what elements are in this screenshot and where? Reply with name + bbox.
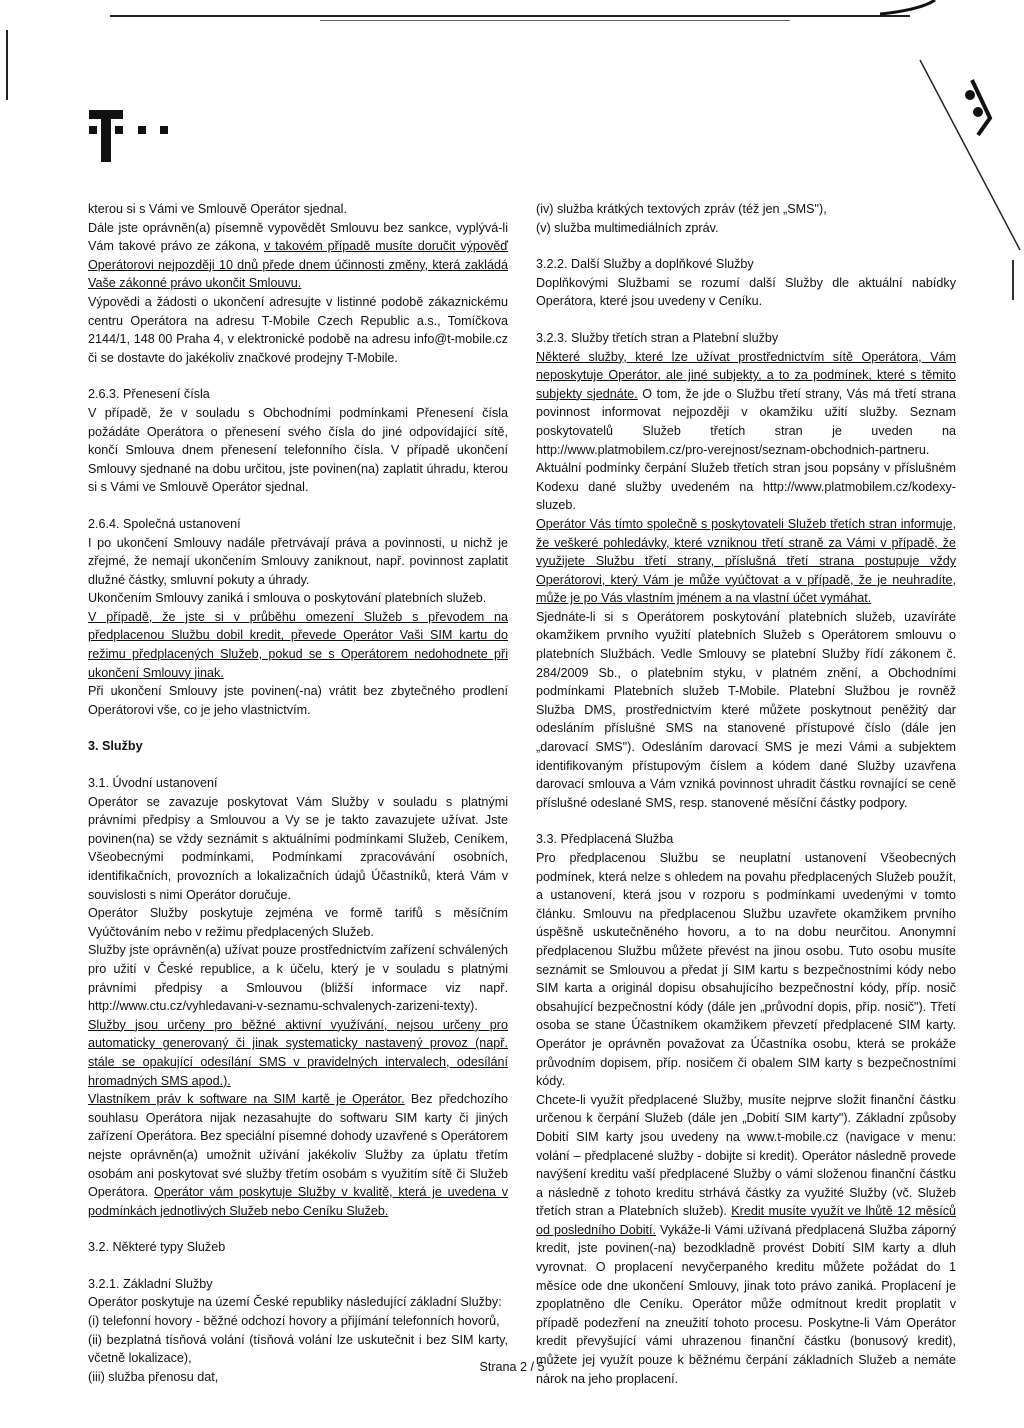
paragraph [88,1293,508,1312]
paragraph [88,941,508,1090]
text-run: V případě, že v souladu s Obchodními podmínkami Přenesení čísla požádáte Operátora o přenesení svého čísla do jiné odpovídající sítě, končí Smlouva dnem přenesení telefonního čísla. V případě ukončení Smlouvy sjednané na dobu určitou, jste povinen(na) zaplatit úhradu, kterou si s Vámi ve Smlouvě Operátor sjednal. [88,405,508,495]
text-run: Vykáže-li Vámi užívaná předplacená Služba záporný kredit, jste povinen(-na) bezodkladně provést Dobití SIM karty a dluh vyrovnat. O proplacení nevyčerpaného kreditu můžete požádat do 1 měsíce ode dne ukončení Smlouvy, jinak toto právo zaniká. Proplacení je zpoplatněno dle Ceníku. Operátor může odmítnout kredit proplatit v případě podezření na zneužití tohoto procesu. Poskytne-li Vám Operátor kredit převyšující vámi uhrazenou finanční částku (bonusový kredit), můžete jej využít pouze k běžnému čerpání základních Služeb a nemáte nárok na jeho proplacení. [536,1222,956,1386]
page-number: Strana 2 / 5 [479,1360,545,1374]
text-run: Operátor Služby poskytuje zejména ve formě tarifů s měsíčním Vyúčtováním nebo v režimu předplacených Služeb. [88,906,508,939]
text-run: Chcete-li využít předplacené Služby, musíte nejprve složit finanční částku určenou k čerpání Služeb (dále jen „Dobití SIM karty"). Základní způsoby Dobití SIM karty jsou uvedeny na www.t-mobile.cz (navigace v menu: volání – předplacené služby - dobijte si kredit). Operátor následně provede navýšení kreditu vaší předplacené Služby o vámi složenou finanční částku a následně z tohoto kreditu strhává částky za využité Služby (vč. Služeb třetích stran a Platebních služeb). [536,1092,956,1219]
underlined-text: Kredit musíte využít ve lhůtě 12 měsíců od posledního Dobití. [536,1204,956,1237]
section-heading: 3.2.1. Základní Služby [88,1276,213,1291]
text-run: Doplňkovými Službami se rozumí další Služby dle aktuální nabídky Operátora, které jsou uvedeny v Ceníku. [536,275,956,309]
section-heading: 2.6.3. Přenesení čísla [88,387,210,402]
paragraph [536,1091,956,1389]
section-heading: 3.3. Předplacená Služba [536,832,674,847]
section-heading: 3.2.2. Další Služby a doplňkové Služby [536,257,754,272]
text-run: (ii) bezplatná tísňová volání (tísňová volání lze uskutečnit i bez SIM karty, včetně lokalizace), [88,1332,508,1366]
paragraph [88,1090,508,1220]
underlined-text: V případě, že jste si v průběhu omezení Služeb s převodem na předplacenou Službu dobil kredit, převede Operátor Vaši SIM kartu do režimu předplacených Služeb, pokud se s Operátorem nedohodnete při ukončení Smlouvy jinak. [88,609,508,680]
scan-mark [6,30,8,100]
text-run: kterou si s Vámi ve Smlouvě Operátor sjednal. [88,202,347,216]
paragraph [536,849,956,1091]
paragraph [88,682,508,719]
text-run: Ukončením Smlouvy zaniká i smlouva o poskytování platebních služeb. [88,591,487,606]
text-run: (iii) služba přenosu dat, [88,1369,219,1384]
paragraph [88,904,508,941]
paragraph [536,515,956,608]
section-heading: 3.2. Některé typy Služeb [88,1240,226,1255]
paragraph [536,200,956,219]
paragraph [88,534,508,590]
text-run: (iv) služba krátkých textových zpráv (též jen „SMS"), [536,202,827,216]
text-run: Bez předchozího souhlasu Operátora nijak nezasahujte do softwaru SIM karty či jiných zařízení Operátora. Bez speciální písemné dohody uzavřené s Operátorem nejste oprávněn(a) umožnit užívání jakékoliv Služby za úplatu třetím osobám ani poskytovat své služby třetím osobám s využitím sítě či Služeb Operátora. [88,1092,509,1200]
text-run: Operátor poskytuje na území České republiky následující základní Služby: [88,1295,502,1310]
text-run: Pro předplacenou Službu se neuplatní ustanovení Všeobecných podmínek, která nelze s ohledem na povahu předplacených Služeb použít, a ustanovení, která jsou v rozporu s podmínkami uvedenými v tomto článku. Smlouvu na předplacenou Službu uzavřete okamžikem prvního úspěšně uskutečněného hovoru, a to na dobu neurčitou. Anonymní předplacenou Službu můžete převést na jinou osobu. Tuto osobu musíte seznámit se Smlouvou a předat jí SIM kartu s bezpečnostními kódy nebo SIM karta a originál dopisu obsahujícího bezpečnostní kódy, příp. nosič obsahující bezpečnostní kódy (dále jen „průvodní dopis, příp. nosič"). Třetí osoba se stane Účastníkem okamžikem převzetí předplacené SIM karty. Operátor je oprávněn považovat za Účastníka osobu, která se prokáže průvodním dopisem, příp. nosičem či obalem SIM karty s bezpečnostními kódy. [536,851,956,1089]
text-run: Dále jste oprávněn(a) písemně vypovědět Smlouvu bez sankce, vyplývá-li Vám takové právo ze zákona, [88,220,508,254]
section-heading: 3.1. Úvodní ustanovení [88,776,218,791]
text-run: I po ukončení Smlouvy nadále přetrvávají práva a povinnosti, u nichž je zřejmé, že nemají ukončením Smlouvy zaniknout, např. povinnost zaplatit dlužné částky, smluvní pokuty a úhrady. [88,535,508,587]
text-run: Služby jste oprávněn(a) užívat pouze prostřednictvím zařízení schválených pro užití v České republice, a k účelu, který je v souladu s platnými právními předpisy a Smlouvou (bližší informace viz např. http://www.ctu.cz/vyhledavani-v-seznamu-schvalenych-zarizeni-texty). [88,943,508,1014]
text-run: O tom, že jde o Službu třetí strany, Vás má třetí strana povinnost informovat nejpozději v okamžiku užití služby. Seznam poskytovatelů Služeb třetích stran je uveden na http://www.platmobilem.cz/pro-verejnost/seznam-obchodnich-partneru. Aktuální podmínky čerpání Služeb třetích stran jsou popsány v příslušném Kodexu dané služby uvedeném na http://www.platmobilem.cz/kodexy-sluzeb. [536,386,957,513]
text-run: Sjednáte-li si s Operátorem poskytování platebních služeb, uzavíráte okamžikem prvního využití platebních Služeb s Operátorem smlouvu o platebních Službách. Vedle Smlouvy se platební Služby řídí zákonem č. 284/2009 Sb., o platebním styku, v platném znění, a Obchodními podmínkami Platebních služeb T-Mobile. Platební Službou je rovněž Služba DMS, prostřednictvím které můžete poskytnout peněžitý dar odesláním příslušné SMS na stanovené přístupové číslo (dále jen „darovací SMS"). Odesláním darovací SMS je mezi Vámi a subjektem identifikovaným přístupovým číslem a kódem dané Služby uzavřena darovací smlouva a Vám vzniká povinnost uhradit částku rovnající se ceně příslušné odeslané SMS, resp. stanovené měsíční částky podpory. [536,609,956,810]
section-heading: 2.6.4. Společná ustanovení [88,516,241,531]
paragraph [536,348,956,515]
paragraph [536,219,956,238]
paragraph [88,219,508,293]
header-rule-thin [320,20,790,21]
section-heading: 3.2.3. Služby třetích stran a Platební služby [536,330,779,345]
text-run: (v) služba multimediálních zpráv. [536,220,719,235]
paragraph [536,274,956,311]
t-logo-icon [86,106,196,166]
underlined-text: Operátor vám poskytuje Služby v kvalitě, která je uvedena v podmínkách jednotlivých Služeb nebo Ceníku Služeb. [88,1185,508,1218]
underlined-text: v takovém případě musíte doručit výpověď Operátorovi nejpozději 10 dnů přede dnem účinnosti změny, která zakládá Vaše zákonné právo ukončit Smlouvu. [88,239,508,291]
text-run: Při ukončení Smlouvy jste povinen(-na) vrátit bez zbytečného prodlení Operátorovi vše, co je jeho vlastnictvím. [88,684,508,717]
paragraph [88,608,508,682]
underlined-text: Služby jsou určeny pro běžné aktivní využívání, nejsou určeny pro automaticky generovaný či jinak systematicky nastavený provoz (např. stále se opakující odesílání SMS v pravidelných intervalech, odesílání hromadných SMS apod.). [88,1017,508,1088]
right-column [536,200,956,1388]
paragraph [88,589,508,608]
paragraph [88,293,508,367]
header-rule [110,15,910,17]
text-run: Operátor se zavazuje poskytovat Vám Služby v souladu s platnými právními předpisy a Smlouvou a Vy se je takto zavazujete užívat. Jste povinen(na) se vždy seznámit s aktuálními podmínkami Služeb, Ceníkem, Všeobecnými podmínkami, Podmínkami zpracovávání osobních, identifikačních, provozních a lokalizačních údajů Účastníků, která Vám v souvislosti s nimi Operátor doručuje. [88,794,508,902]
underlined-text: Vlastníkem práv k software na SIM kartě je Operátor. [88,1092,405,1107]
underlined-text: Operátor Vás tímto společně s poskytovateli Služeb třetích stran informuje, že veškeré pohledávky, které vzniknou třetí straně za Vámi v případě, že využijete Službu třetí strany, příslušná třetí strana postupuje vždy Operátorovi, který Vám je může vyúčtovat a v případě, že je neuhradíte, může je po Vás vlastním jménem a na vlastní účet vymáhat. [536,516,956,606]
paragraph [536,608,956,813]
paragraph [88,200,508,219]
left-column [88,200,508,1386]
section-heading: 3. Služby [88,739,143,754]
paragraph [88,1312,508,1331]
paragraph [88,404,508,497]
paragraph [88,793,508,905]
underlined-text: Některé služby, které lze užívat prostřednictvím sítě Operátora, Vám neposkytuje Operátor, ale jiné subjekty, a to za podmínek, které s těmito subjekty sjednáte. [536,349,956,401]
text-run: (i) telefonní hovory - běžné odchozí hovory a přijímání telefonních hovorů, [88,1314,500,1329]
text-run: Výpovědi a žádosti o ukončení adresujte v listinné podobě zákaznickému centru Operátora na adresu T-Mobile Czech Republic a.s., Tomíčkova 2144/1, 148 00 Praha 4, v elektronické podobě na adresu info@t-mobile.cz či se dostavte do jakékoliv značkové prodejny T-Mobile. [88,294,508,365]
